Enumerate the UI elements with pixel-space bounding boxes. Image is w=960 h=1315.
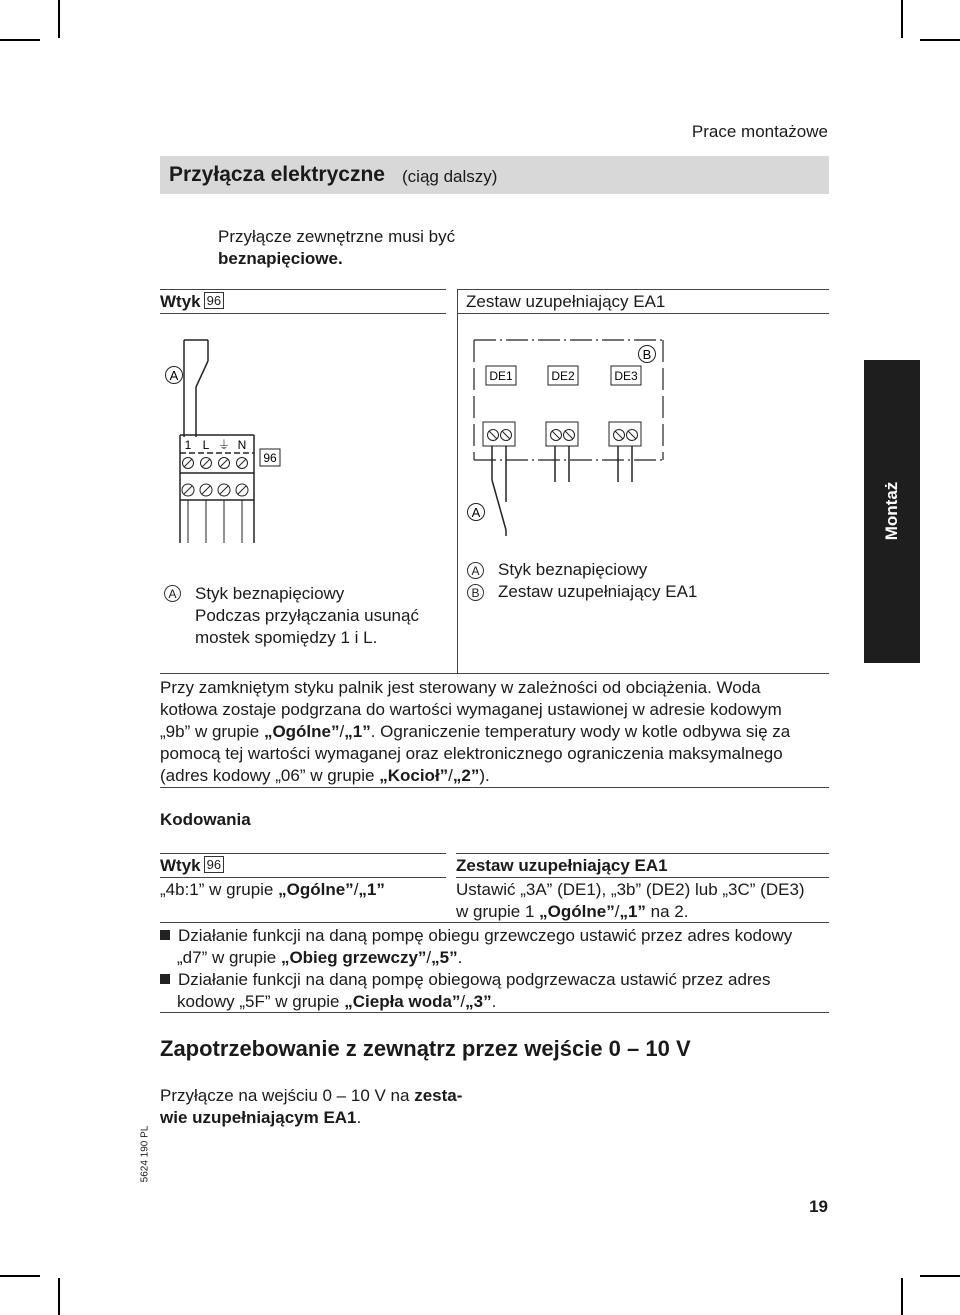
section-title-0-10v: Zapotrzebowanie z zewnątrz przez wejście 0 – 10 V — [160, 1036, 691, 1061]
side-tab-montaz[interactable] — [864, 360, 920, 663]
diagram-bottom-rule — [160, 673, 829, 674]
page-title: Przyłącza elektryczne — [169, 163, 385, 186]
label-a: A — [169, 368, 179, 383]
svg-text:⏚: ⏚ — [217, 438, 231, 452]
svg-text:96: 96 — [263, 451, 277, 465]
coding-bullet-heating-pump: Działanie funkcji na daną pompę obiegu grzewczego ustawić przez adres kodowy „d7” w grupie „Obieg grzewczy”/„5”. — [160, 925, 832, 969]
diagram-top-rule — [160, 289, 446, 290]
page-number: 19 — [809, 1197, 828, 1216]
coding-bullet-dhw-pump: Działanie funkcji na daną pompę obiegową podgrzewacza ustawić przez adres kodowy „5F” w grupie „Ciepła woda”/„3”. — [160, 969, 832, 1013]
svg-text:L: L — [202, 438, 210, 452]
ea1-wiring-diagram — [458, 330, 678, 540]
svg-text:DE3: DE3 — [614, 369, 638, 383]
svg-text:DE1: DE1 — [489, 369, 513, 383]
plug-number-box: 96 — [204, 292, 224, 309]
section-header: Prace montażowe — [691, 122, 828, 141]
side-tab-label: Montaż — [882, 481, 901, 541]
svg-text:B: B — [642, 347, 652, 362]
intro-text: Przyłącze zewnętrzne musi być beznapięciowe. — [218, 227, 456, 268]
plug-column-title: Wtyk 96 — [160, 291, 224, 313]
description-paragraph: Przy zamkniętym styku palnik jest sterowany w zależności od obciążenia. Woda kotłowa zostaje podgrzana do wartości wymaganej ustawionej w adresie kodowym „9b” w grupie „Ogólne”/„1”. Ograniczenie temperatury wody w kotle odbywa się za pomocą tej wartości wymaganej oraz elektronicznego ograniczenia maksymalnego (adres kodowy „06” w grupie „Kocioł”/„2”). — [160, 678, 791, 785]
page-title-suffix: (ciąg dalszy) — [402, 167, 498, 186]
svg-text:N: N — [237, 438, 247, 452]
section-0-10v-text: Przyłącze na wejściu 0 – 10 V na zesta- wie uzupełniającym EA1. — [160, 1086, 463, 1127]
coding-row-plug: „4b:1” w grupie „Ogólne”/„1” — [160, 880, 385, 899]
legend-plug: A Styk beznapięciowy Podczas przyłączania usunąć mostek spomiędzy 1 i L. — [164, 583, 419, 649]
svg-text:DE2: DE2 — [551, 369, 575, 383]
plug-96-wiring-diagram — [160, 325, 450, 550]
svg-text:A: A — [471, 505, 481, 520]
coding-col-plug: Wtyk 96 — [160, 855, 224, 877]
coding-col-ea1: Zestaw uzupełniający EA1 — [456, 856, 668, 875]
svg-text:1: 1 — [184, 438, 192, 452]
diagram-top-rule-right — [458, 289, 829, 290]
coding-heading: Kodowania — [160, 810, 251, 829]
doc-code: 5624 190 PL — [139, 1125, 151, 1183]
legend-ea1: A Styk beznapięciowy B Zestaw uzupełniający EA1 — [467, 559, 697, 603]
coding-row-ea1: Ustawić „3A” (DE1), „3b” (DE2) lub „3C” (DE3) w grupie 1 „Ogólne”/„1” na 2. — [456, 880, 805, 921]
ea1-column-title: Zestaw uzupełniający EA1 — [466, 292, 666, 311]
title-bar — [160, 156, 829, 194]
